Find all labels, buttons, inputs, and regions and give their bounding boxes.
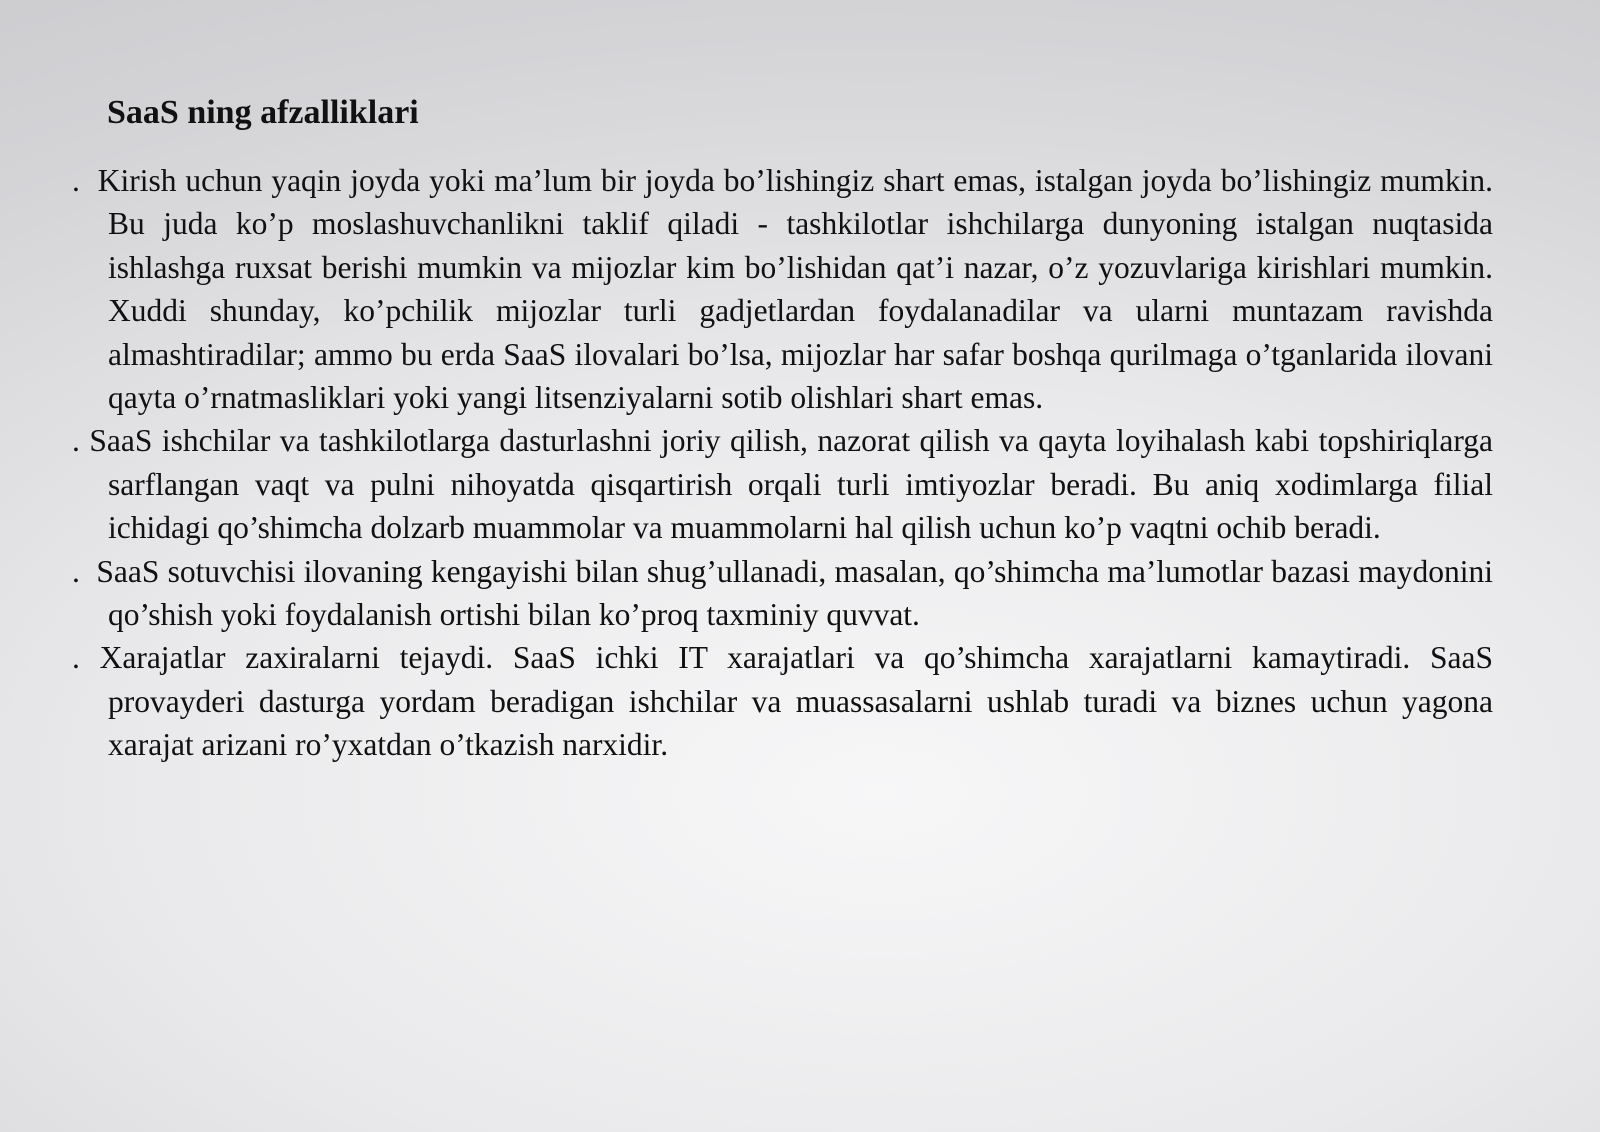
bullet-marker: . xyxy=(72,163,80,198)
paragraph-text: Kirish uchun yaqin joyda yoki ma’lum bir joyda bo’lishingiz shart emas, istalgan joyda bo’lishingiz mumkin. Bu juda ko’p moslashuvchanlikni taklif qiladi - tashkilotlar ishchilarga dunyoning istalgan nuqtasida ishlashga ruxsat berishi mumkin va mijozlar kim bo’lishidan qat’i nazar, o’z yozuvlariga kirishlari mumkin. Xuddi shunday, ko’pchilik mijozlar turli gadjetlardan foydalanadilar va ularni muntazam ravishda almashtiradilar; ammo bu erda SaaS ilovalari bo’lsa, mijozlar har safar boshqa qurilmaga o’tganlarida ilovani qayta o’rnatmasliklari yoki yangi litsenziyalarni sotib olishlari shart emas. xyxy=(97,163,1493,416)
slide-body xyxy=(72,159,1493,767)
paragraph-text: Xarajatlar zaxiralarni tejaydi. SaaS ichki IT xarajatlari va qo’shimcha xarajatlarni kamaytiradi. SaaS provayderi dasturga yordam beradigan ishchilar va muassasalarni ushlab turadi va biznes uchun yagona xarajat arizani ro’yxatdan o’tkazish narxidir. xyxy=(99,640,1494,763)
bullet-marker: . xyxy=(72,423,80,459)
bullet-marker: . xyxy=(72,640,80,676)
paragraph-1 xyxy=(72,159,1493,419)
slide-title: SaaS ning afzalliklari xyxy=(107,94,419,131)
paragraph-text: SaaS ishchilar va tashkilotlarga dasturlashni joriy qilish, nazorat qilish va qayta loyihalash kabi topshiriqlarga sarflangan vaqt va pulni nihoyatda qisqartirish orqali turli imtiyozlar beradi. Bu aniq xodimlarga filial ichidagi qo’shimcha dolzarb muammolar va muammolarni hal qilish uchun ko’p vaqtni ochib beradi. xyxy=(89,423,1493,546)
paragraph-2 xyxy=(72,419,1493,549)
bullet-marker: . xyxy=(72,553,80,589)
paragraph-4 xyxy=(72,636,1493,766)
paragraph-text: SaaS sotuvchisi ilovaning kengayishi bilan shug’ullanadi, masalan, qo’shimcha ma’lumotlar bazasi maydonini qo’shish yoki foydalanish ortishi bilan ko’proq taxminiy quvvat. xyxy=(96,553,1493,633)
paragraph-3 xyxy=(72,550,1493,637)
